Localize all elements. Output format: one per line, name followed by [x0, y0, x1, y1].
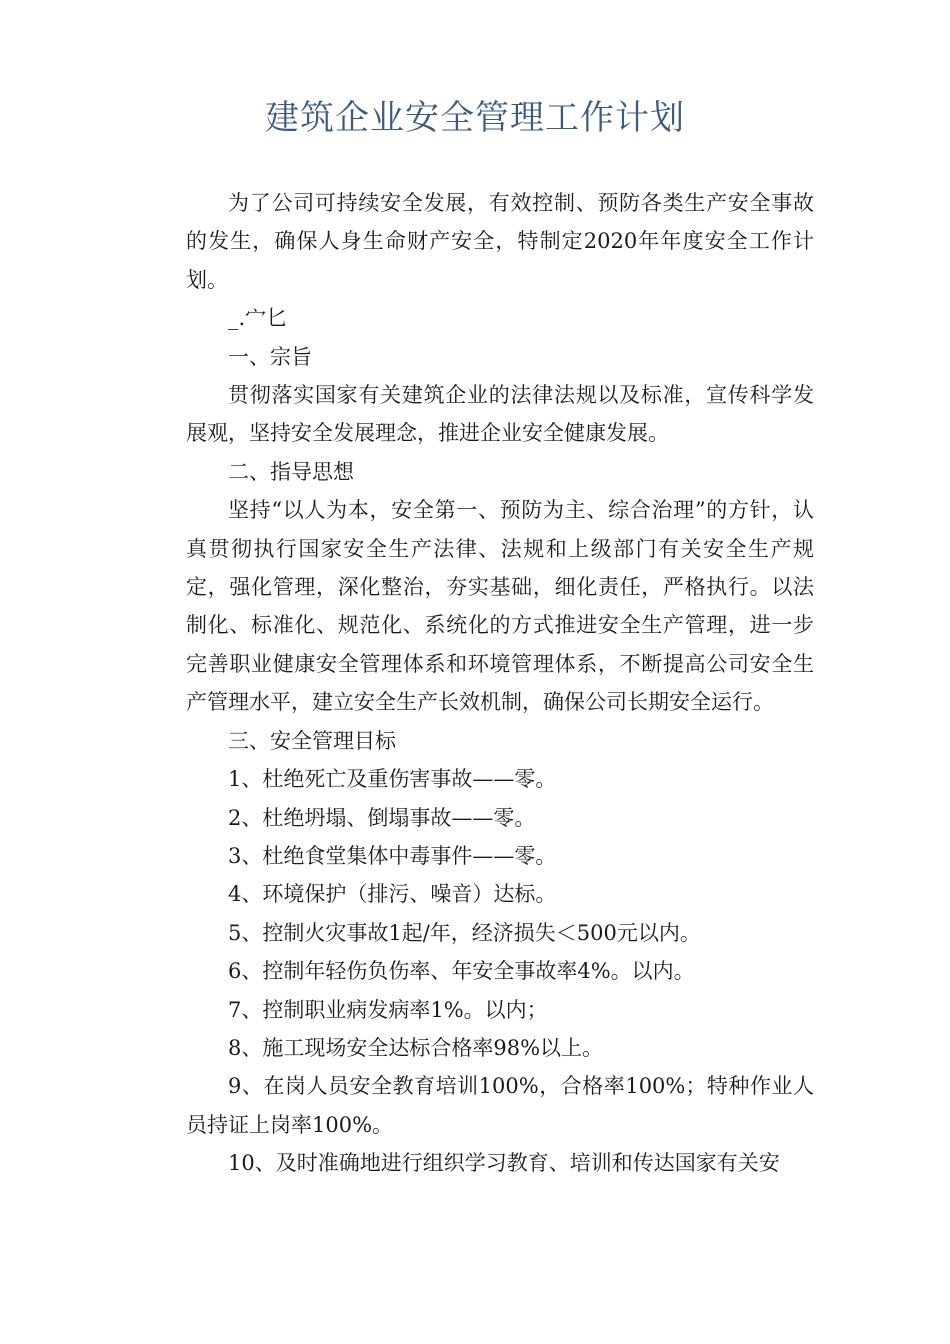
goal-item-8: 8、施工现场安全达标合格率98%以上。: [228, 1035, 604, 1060]
goal-item-10: 10、及时准确地进行组织学习教育、培训和传达国家有关安: [228, 1151, 780, 1176]
goal-item-5: 5、控制火灾事故1起/年，经济损失＜500元以内。: [228, 920, 701, 945]
goal-item-7: 7、控制职业病发病率1%。以内；: [228, 997, 548, 1022]
intro-paragraph: 为了公司可持续安全发展，有效控制、预防各类生产安全事故的发生，确保人身生命财产安全，特制定2020年年度安全工作计划。: [186, 191, 814, 292]
section-heading-guiding-ideology: 二、指导思想: [228, 459, 354, 484]
document-body: [186, 184, 814, 1183]
goal-item-2: 2、杜绝坍塌、倒塌事故——零。: [228, 805, 536, 830]
document-title: 建筑企业安全管理工作计划: [265, 98, 685, 138]
section-heading-safety-goals: 三、安全管理目标: [228, 728, 396, 753]
goal-item-6: 6、控制年轻伤负伤率、年安全事故率4%。以内。: [228, 959, 695, 984]
purpose-paragraph: 贯彻落实国家有关建筑企业的法律法规以及标准，宣传科学发展观，坚持安全发展理念，推进企业安全健康发展。: [186, 383, 814, 446]
goal-item-9: 9、在岗人员安全教育培训100%，合格率100%；特种作业人员持证上岗率100%。: [186, 1074, 814, 1137]
goal-item-1: 1、杜绝死亡及重伤害事故——零。: [228, 767, 557, 792]
garbled-text-line: _.宀匕: [228, 306, 288, 331]
goal-item-4: 4、环境保护（排污、噪音）达标。: [228, 882, 557, 907]
goal-item-3: 3、杜绝食堂集体中毒事件——零。: [228, 843, 557, 868]
guiding-ideology-paragraph: 坚持“以人为本，安全第一、预防为主、综合治理”的方针，认真贯彻执行国家安全生产法律、法规和上级部门有关安全生产规定，强化管理，深化整治，夯实基础，细化责任，严格执行。以法制化、标准化、规范化、系统化的方式推进安全生产管理，进一步完善职业健康安全管理体系和环境管理体系，不断提高公司安全生产管理水平，建立安全生产长效机制，确保公司长期安全运行。: [186, 498, 814, 715]
section-heading-purpose: 一、宗旨: [228, 344, 312, 369]
